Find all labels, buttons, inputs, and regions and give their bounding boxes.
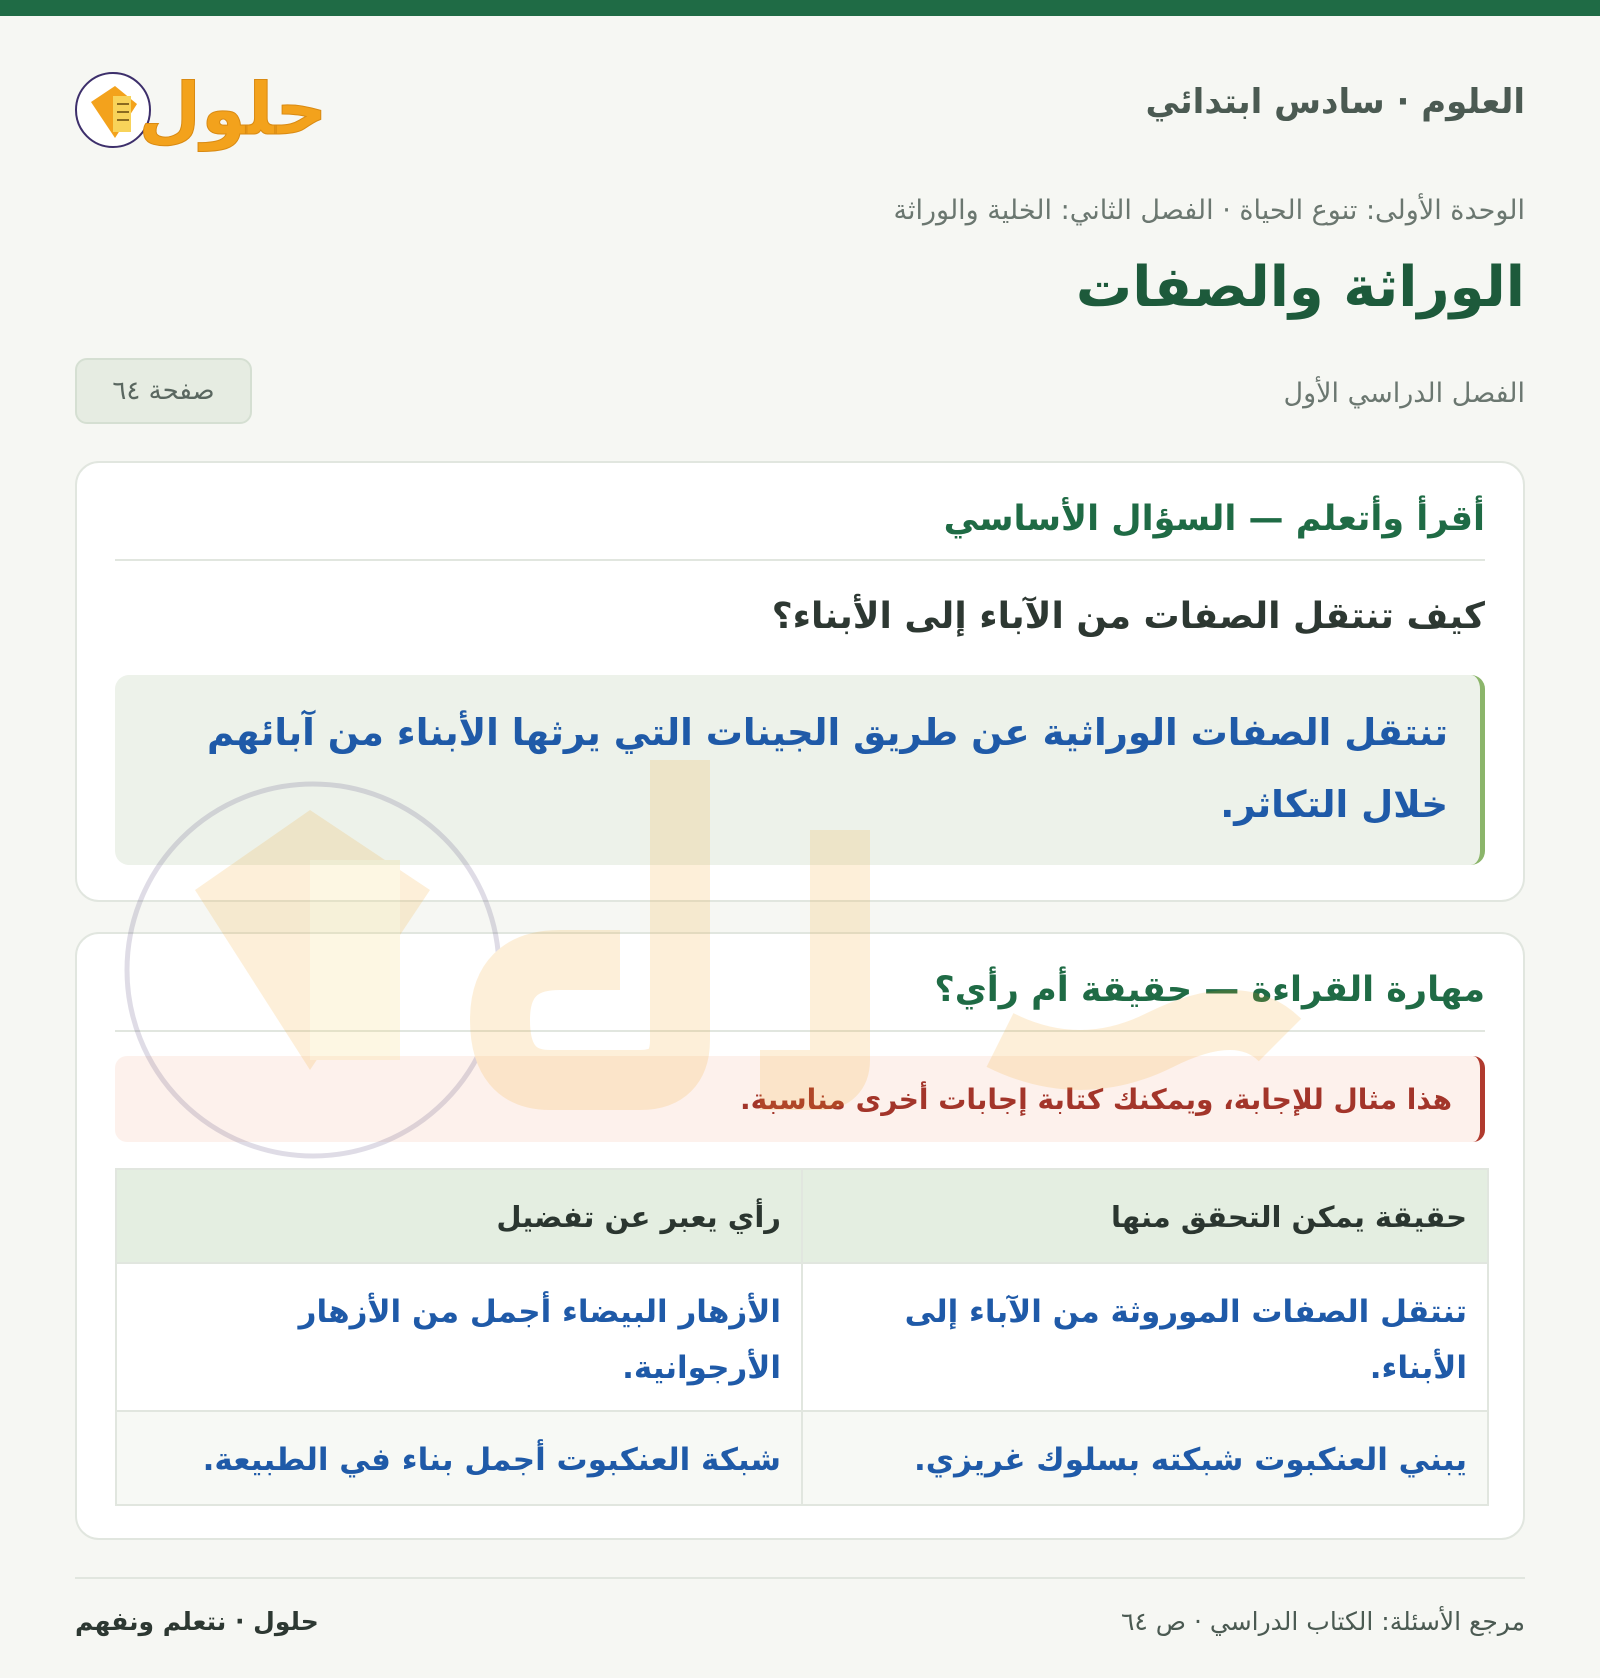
section-title: أقرأ وأتعلم — السؤال الأساسي — [943, 499, 1485, 539]
opinion-cell: شبكة العنكبوت أجمل بناء في الطبيعة. — [116, 1411, 802, 1505]
footer-reference: مرجع الأسئلة: الكتاب الدراسي · ص ٦٤ — [1120, 1607, 1525, 1636]
note-box — [115, 1056, 1485, 1142]
essential-question: كيف تنتقل الصفات من الآباء إلى الأبناء؟ — [771, 596, 1485, 637]
top-accent-bar — [0, 0, 1600, 16]
subject-label: العلوم · سادس ابتدائي — [1145, 82, 1525, 122]
opinion-cell: الأزهار البيضاء أجمل من الأزهار الأرجوانية. — [116, 1263, 802, 1411]
essential-question-card — [75, 461, 1525, 902]
breadcrumb: الوحدة الأولى: تنوع الحياة · الفصل الثاني: الخلية والوراثة — [893, 195, 1525, 226]
table-header-row — [116, 1169, 1488, 1263]
page-header — [75, 52, 1525, 162]
answer-text: تنتقل الصفات الوراثية عن طريق الجينات التي يرثها الأبناء من آبائهم خلال التكاثر. — [207, 711, 1448, 826]
section-title: مهارة القراءة — حقيقة أم رأي؟ — [934, 970, 1485, 1010]
footer-divider — [75, 1577, 1525, 1579]
section-divider — [115, 1030, 1485, 1032]
footer-brand: حلول · نتعلم ونفهم — [75, 1607, 319, 1636]
header-fact: حقيقة يمكن التحقق منها — [802, 1169, 1488, 1263]
brand-logo — [75, 52, 345, 162]
semester-label: الفصل الدراسي الأول — [1283, 378, 1525, 409]
fact-cell: يبني العنكبوت شبكته بسلوك غريزي. — [802, 1411, 1488, 1505]
fact-cell: تنتقل الصفات الموروثة من الآباء إلى الأبناء. — [802, 1263, 1488, 1411]
fact-opinion-card — [75, 932, 1525, 1540]
table-row — [116, 1411, 1488, 1505]
note-text: هذا مثال للإجابة، ويمكنك كتابة إجابات أخرى مناسبة. — [740, 1082, 1452, 1116]
page-number-badge: صفحة ٦٤ — [75, 358, 252, 424]
answer-box — [115, 675, 1485, 865]
logo-text: حلول — [138, 67, 328, 151]
section-divider — [115, 559, 1485, 561]
table-row — [116, 1263, 1488, 1411]
fact-opinion-table — [115, 1168, 1489, 1506]
page-title: الوراثة والصفات — [1075, 255, 1525, 320]
header-opinion: رأي يعبر عن تفضيل — [116, 1169, 802, 1263]
